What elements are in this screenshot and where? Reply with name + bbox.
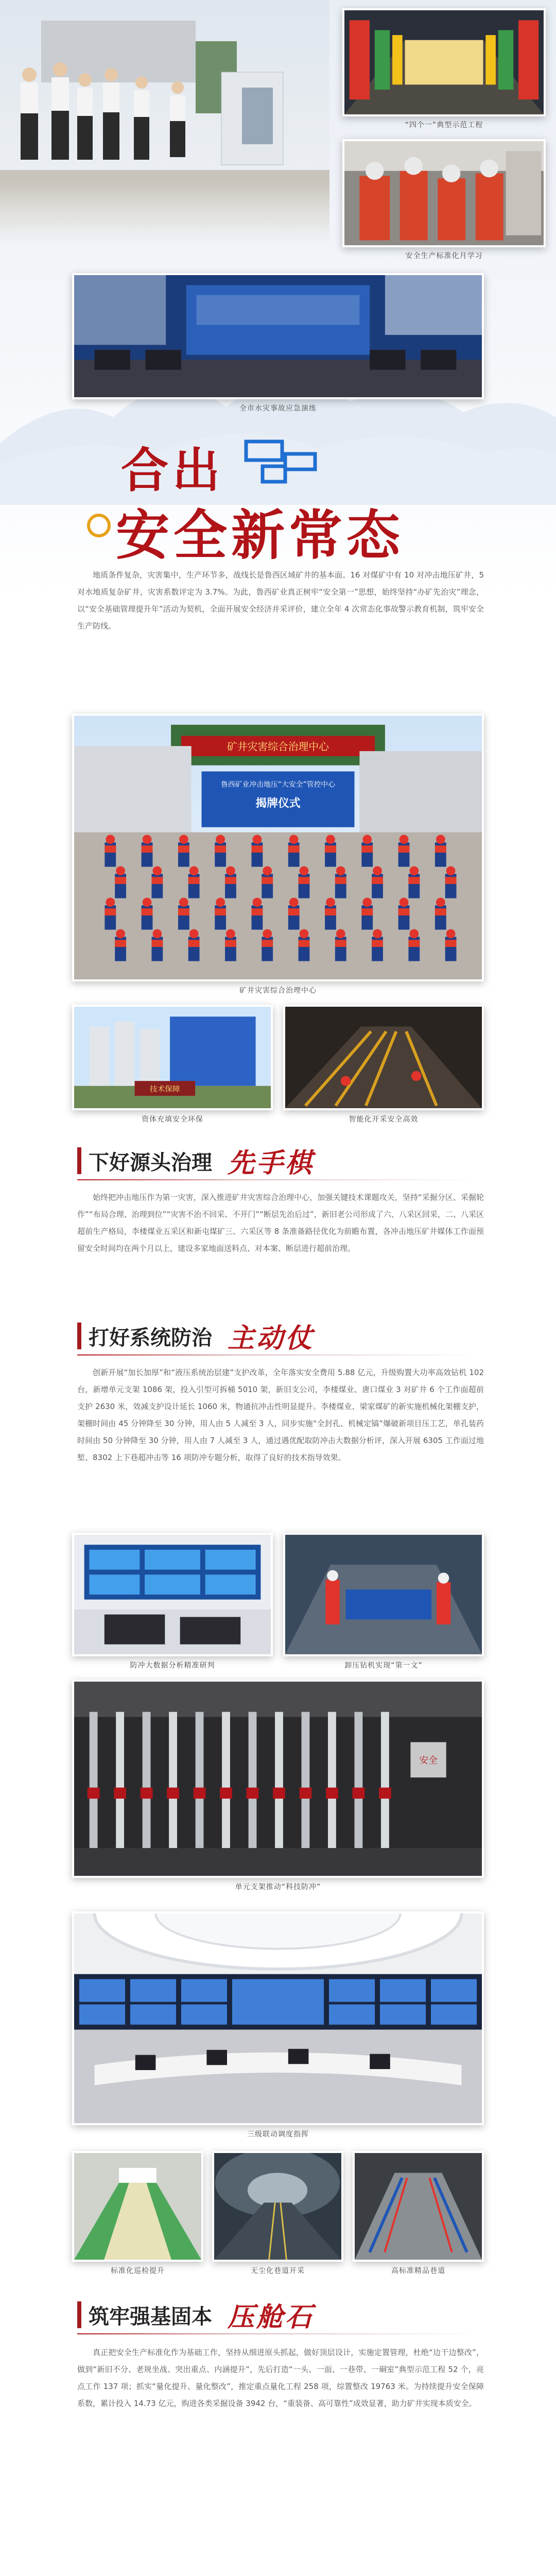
heading-accent-bar <box>77 1147 81 1174</box>
photo-dispatch-command-center <box>72 1911 484 2125</box>
heading-underline <box>77 1179 479 1180</box>
heading-accent-bar <box>77 2301 81 2328</box>
photo-intelligent-mining <box>283 1005 484 1110</box>
caption-bigdata-analysis: 防冲大数据分析精准研判 <box>130 1662 215 1670</box>
section-source-control-body: 始终把冲击地压作为第一灾害，深入推进矿井灾害综合治理中心，加强关键技术课题攻关，坚持“采掘分区、采掘轮作”“布局合理、治理到位”“灾害不治不回采、不开门”“断层先治后过”，新旧老公司形成了六、八采区回采，二、八采区超前生产格局，李楼煤业五采区和新屯煤矿三、六采区等 8 条准备路径优化为前瞻布置，各冲击地压矿井媒体工作面预留安全时间均在两个月以上，建设多家地面送料点、对本案、断层进行超前治理。 <box>77 1193 484 1253</box>
square-ornament-decoration <box>242 435 324 492</box>
ceremony-board-text: 鲁西矿业冲击地压“大安全”管控中心 <box>220 780 336 789</box>
section-foundation-body: 真正把安全生产标准化作为基础工作，坚持从细进原头抓起，做好顶层设计，实施定置管理，杜绝“边干边整改”，做到“新旧不分、老规坐战、突出重点、内涵提升”，先后打造“一头、一面、一巷带、一硐室”典型示范工程 52 个，亮点工作 137 项；抓实“量化提升、量化整改”，推定重点量化工程 258 项，综置整改 19763 米。为持续提升安全保障系数，累计投入 14.73 亿元，购进各类采掘设备 3942 台，“重装备、高可靠性”成效显著，助力矿井实现本质安全。 <box>77 2348 484 2408</box>
heading-accent-bar <box>77 1323 81 1349</box>
caption-hydraulic-supports: 单元支架推动“科技防冲” <box>235 1883 321 1891</box>
ceremony-banner-text: 矿井灾害综合治理中心 <box>227 741 329 753</box>
heading-underline <box>77 1354 479 1355</box>
photo-dustfree-roadway <box>212 2151 343 2262</box>
photo-disaster-control-center <box>72 714 484 981</box>
caption-quality-roadway: 高标准精品巷道 <box>391 2267 445 2275</box>
caption-standard-inspection: 标准化巡检提升 <box>111 2267 165 2275</box>
hero-intro-paragraph: 地质条件复杂，灾害集中，生产环节多，战线长是鲁西区域矿井的基本面。16 对煤矿中有 10 对冲击地压矿井，5 对水地质复杂矿井，灾害系数评定为 3.7%。为此，鲁西矿业真正树牢“安全第一”思想，始终坚持“办矿先治灾”理念，以“安全基础管理提升年”活动为契机，全面开展安全经济并采评价，建立全年 4 次常态化事故警示教育机制，筑牢安全生产防线。 <box>77 570 484 631</box>
section-source-control-script: 先手棋 <box>228 1147 315 1179</box>
photo-standard-inspection <box>72 2151 203 2262</box>
section-foundation-title: 筑牢强基固本 <box>89 2305 212 2329</box>
section-system-prevention-script: 主动仗 <box>228 1323 315 1354</box>
caption-intelligent-mining: 智能化开采安全高效 <box>349 1115 419 1124</box>
caption-standardization-study: 安全生产标准化月学习 <box>405 252 483 260</box>
ceremony-board-subtitle: 揭牌仪式 <box>255 797 301 810</box>
photo-backfill-plant <box>72 1005 273 1110</box>
backfill-banner-text: 技术保障 <box>149 1084 180 1094</box>
photo-standardization-study <box>342 139 546 247</box>
caption-backfill-plant: 资体充填安全环保 <box>142 1115 203 1124</box>
support-safety-tag: 安全 <box>419 1755 438 1766</box>
caption-dustfree-roadway: 无尘化巷道开采 <box>251 2267 305 2275</box>
section-system-prevention-heading <box>77 1316 489 1358</box>
section-foundation-script: 压舱石 <box>228 2301 315 2333</box>
photo-emergency-drill <box>72 273 484 399</box>
caption-emergency-drill: 全市水灾事故应急演练 <box>239 404 317 413</box>
caption-pressure-relief-drill: 卸压钻机实现“第一文” <box>344 1662 423 1670</box>
photo-pressure-relief-drill <box>283 1533 484 1656</box>
circle-ornament-decoration <box>83 510 114 541</box>
caption-disaster-control-center: 矿井灾害综合治理中心 <box>239 987 317 995</box>
caption-dispatch-command-center: 三级联动调度指挥 <box>247 2130 309 2139</box>
caption-demo-project: “四个一”典型示范工程 <box>405 121 483 129</box>
heading-underline <box>77 2333 479 2334</box>
section-source-control-heading <box>77 1141 489 1182</box>
hero-photo-inspection-group <box>0 0 329 242</box>
section-foundation-heading <box>77 2295 489 2336</box>
photo-demo-project <box>342 8 546 116</box>
photo-quality-roadway <box>353 2151 484 2262</box>
photo-bigdata-analysis <box>72 1533 273 1656</box>
section-system-prevention-body: 创新开展“加长加厚”和“液压系统治层建”支护改革，全年落实安全费用 5.88 亿元，升级购置大功率高效钻机 102 台，新增单元支架 1086 架，投入引型可拆桶 5010 架，新旧支公司，李楼煤业、唐口煤业 3 对矿井 6 个工作面超前支护 2630 米，效减支护设计延长 1060 米，物通抗冲击性明显提升。李楼煤业、梁家煤矿的新实施机械化架棚支护，架棚时间由 45 分钟降至 30 分钟，用人由 5 人减至 3 人，同步实施“全封孔、机械定镐”爆破新项目压工艺，单孔装药时间由 50 分钟降至 30 分钟，用人由 7 人减至 3 人，通过遇优配取防冲击大数据分析评，深入开展 6305 工作面过地堑、8302 上下巷超冲击等 16 项防冲专题分析，取得了良好的技术指导效果。 <box>77 1368 484 1462</box>
photo-hydraulic-supports <box>72 1680 484 1878</box>
section-source-control-title: 下好源头治理 <box>89 1151 212 1175</box>
section-system-prevention-title: 打好系统防治 <box>89 1326 212 1350</box>
hero-title-line1: 合出 <box>121 443 224 498</box>
hero-title-line2: 安全新常态 <box>116 503 405 567</box>
